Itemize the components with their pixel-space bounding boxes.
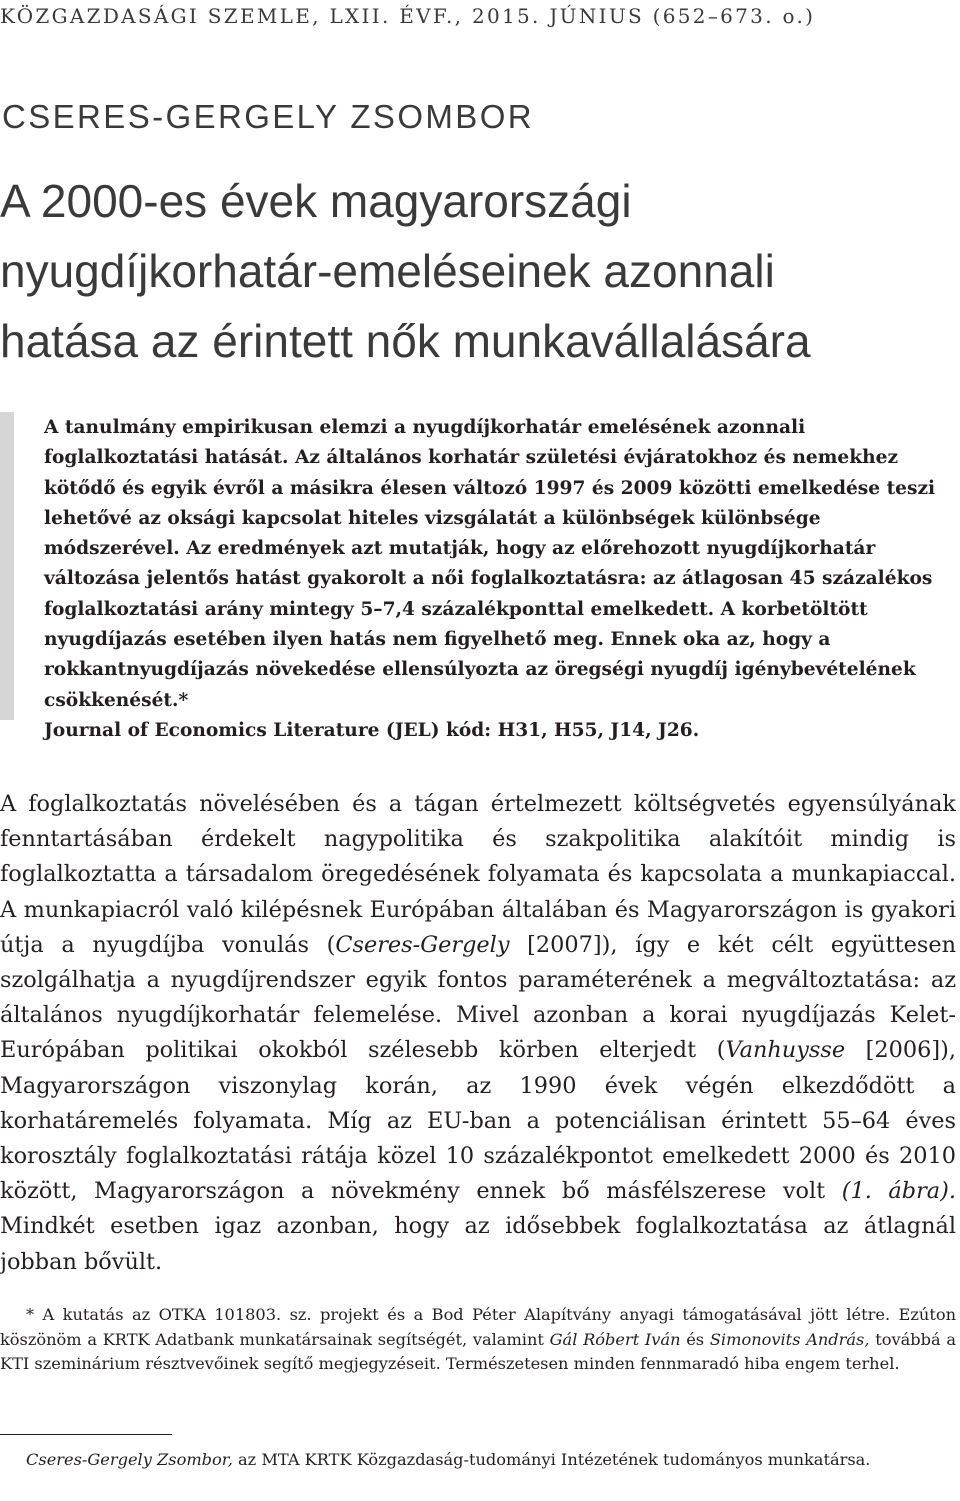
abstract: [44, 413, 954, 746]
title-line-2: nyugdíjkorhatár-emeléseinek azonnali: [0, 245, 775, 297]
author-name: CSERES-GERGELY ZSOMBOR: [2, 98, 535, 135]
journal-header: KÖZGAZDASÁGI SZEMLE, LXII. ÉVF., 2015. JÚNIUS (652–673. o.): [0, 4, 816, 28]
footnote-divider: [0, 1434, 172, 1435]
affiliation-name: Cseres-Gergely Zsombor,: [26, 1450, 233, 1469]
footnote: [0, 1303, 956, 1377]
footnote-text-2: és: [680, 1329, 710, 1349]
footnote-name-gal: Gál Róbert Iván: [549, 1329, 681, 1349]
body-text-4: Mindkét esetben igaz azonban, hogy az idősebbek foglalkoztatása az átlagnál jobban bővült.: [0, 1213, 956, 1275]
article-title: [0, 166, 960, 376]
body-text-2: [2007]), így e két célt együttesen szolgálhatja a nyugdíjrendszer egyik fontos paraméterének a megváltoztatása: az általános nyugdíjkorhatár felemelése. Mivel azonban a korai nyugdíjazás Kelet-Európában politikai okokból szélesebb körben elterjedt (: [0, 931, 956, 1064]
body-text-3: [2006]), Magyarországon viszonylag korán, az 1990 évek végén elkezdődött a korhatáremelés folyamata. Míg az EU-ban a potenciálisan érintett 55–64 éves korosztály foglalkoztatási rátája közel 10 százalékpontot emelkedett 2000 és 2010 között, Magyarországon a növekmény ennek bő másfélszerese volt: [0, 1037, 956, 1205]
body-paragraph: [0, 787, 956, 1280]
title-line-1: A 2000-es évek magyarországi: [0, 175, 632, 227]
abstract-side-bar: [0, 412, 14, 720]
footnote-text-1: * A kutatás az OTKA 101803. sz. projekt és a Bod Péter Alapítvány anyagi támogatásával jött létre. Ezúton köszönöm a KRTK Adatbank munkatársainak segítségét, valamint: [0, 1305, 956, 1349]
affiliation-text: az MTA KRTK Közgazdaság-tudományi Intézetének tudományos munkatársa.: [232, 1450, 871, 1469]
abstract-text: A tanulmány empirikusan elemzi a nyugdíjkorhatár emelésének azonnali foglalkoztatási hatását. Az általános korhatár születési évjáratokhoz és nemekhez kötődő és egyik évről a másikra élesen változó 1997 és 2009 közötti emelkedése teszi lehetővé az oksági kapcsolat hiteles vizsgálatát a különbségek különbsége módszerével. Az eredmények azt mutatják, hogy az előrehozott nyugdíjkorhatár változása jelentős hatást gyakorolt a női foglalkoztatásra: az átlagosan 45 százalékos foglalkoztatási arány mintegy 5–7,4 százalékponttal emelkedett. A korbetöltött nyugdíjazás esetében ilyen hatás nem figyelhető meg. Ennek oka az, hogy a rokkantnyugdíjazás növekedése ellensúlyozta az öregségi nyugdíj igénybevételének csökkenését.*: [44, 417, 936, 711]
author-affiliation: [0, 1448, 956, 1473]
footnote-name-simonovits: Simonovits András,: [709, 1329, 870, 1349]
citation-vanhuysse: Vanhuysse: [725, 1037, 846, 1064]
jel-codes: Journal of Economics Literature (JEL) kód: H31, H55, J14, J26.: [44, 719, 700, 741]
footnote-text-3: továbbá a KTI szeminárium résztvevőinek segítő megjegyzéseit. Természetesen minden fennmaradó hiba engem terhel.: [0, 1329, 956, 1374]
title-line-3: hatása az érintett nők munkavállalására: [0, 315, 811, 367]
figure-reference: (1. ábra).: [841, 1178, 956, 1205]
citation-cseres-gergely: Cseres-Gergely: [335, 931, 510, 958]
body-text-1: A foglalkoztatás növelésében és a tágan értelmezett költségvetés egyensúlyának fenntartásában érdekelt nagypolitika és szakpolitika alakítóit mindig is foglalkoztatta a társadalom öregedésének folyamata és kapcsolata a munkapiaccal. A munkapiacról való kilépésnek Európában általában és Magyarországon is gyakori útja a nyugdíjba vonulás (: [0, 791, 956, 958]
